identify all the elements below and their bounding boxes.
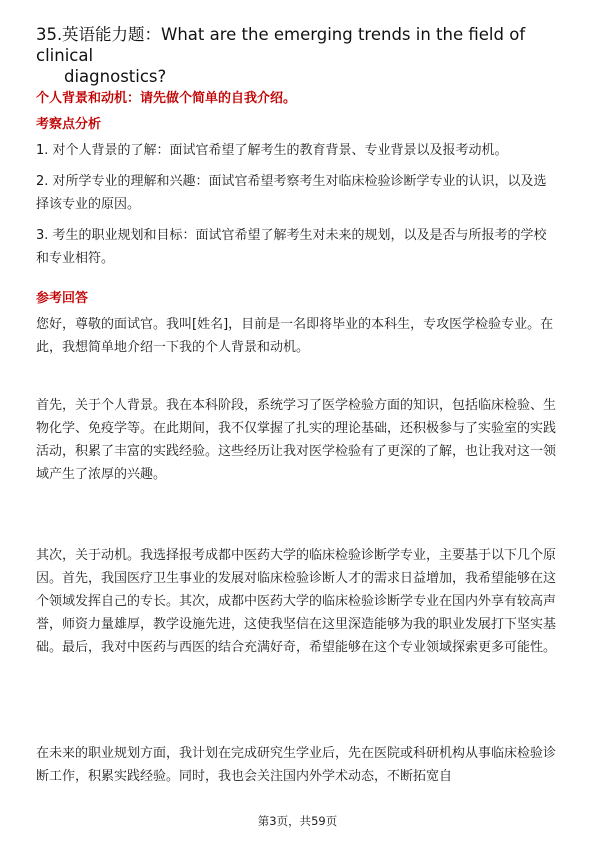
answer-paragraph-2: 首先，关于个人背景。我在本科阶段，系统学习了医学检验方面的知识，包括临床检验、生物化学、免疫学等。在此期间，我不仅掌握了扎实的理论基础，还积极参与了实验室的实践活动，积累了丰富的实践经验。这些经历让我对医学检验有了更深的了解，也让我对这一领域产生了浓厚的兴趣。: [36, 398, 557, 482]
analysis-heading: 考察点分析: [36, 117, 102, 132]
question-title-line1: 英语能力题：What are the emerging trends in the field of clinical: [36, 25, 526, 65]
prompt-heading: 个人背景和动机：请先做个简单的自我介绍。: [36, 91, 297, 106]
question-number: 35.: [36, 25, 63, 44]
answer-paragraph-3: 其次，关于动机。我选择报考成都中医药大学的临床检验诊断学专业，主要基于以下几个原因。首先，我国医疗卫生事业的发展对临床检验诊断人才的需求日益增加，我希望能够在这个领域发挥自己的专长。其次，成都中医药大学的临床检验诊断学专业在国内外享有较高声誉，师资力量雄厚，教学设施先进，这使我坚信在这里深造能够为我的职业发展打下坚实基础。最后，我对中医药与西医的结合充满好奇，希望能够在这个专业领域探索更多可能性。: [36, 548, 557, 655]
page-footer: 第3页，共59页: [257, 814, 338, 828]
question-title: [36, 24, 566, 87]
answer-paragraph-1: 您好，尊敬的面试官。我叫[姓名]，目前是一名即将毕业的本科生，专攻医学检验专业。在此，我想简单地介绍一下我的个人背景和动机。: [36, 317, 554, 355]
analysis-point-1: 1. 对个人背景的了解：面试官希望了解考生的教育背景、专业背景以及报考动机。: [36, 143, 508, 158]
question-title-line2: diagnostics?: [64, 67, 167, 86]
analysis-point-3: 3. 考生的职业规划和目标：面试官希望了解考生对未来的规划，以及是否与所报考的学校和专业相符。: [36, 228, 547, 266]
answer-heading: 参考回答: [36, 291, 89, 306]
analysis-point-2: 2. 对所学专业的理解和兴趣：面试官希望考察考生对临床检验诊断学专业的认识，以及选择该专业的原因。: [36, 174, 547, 212]
answer-paragraph-4: 在未来的职业规划方面，我计划在完成研究生学业后，先在医院或科研机构从事临床检验诊断工作，积累实践经验。同时，我也会关注国内外学术动态，不断拓宽自: [36, 746, 557, 784]
